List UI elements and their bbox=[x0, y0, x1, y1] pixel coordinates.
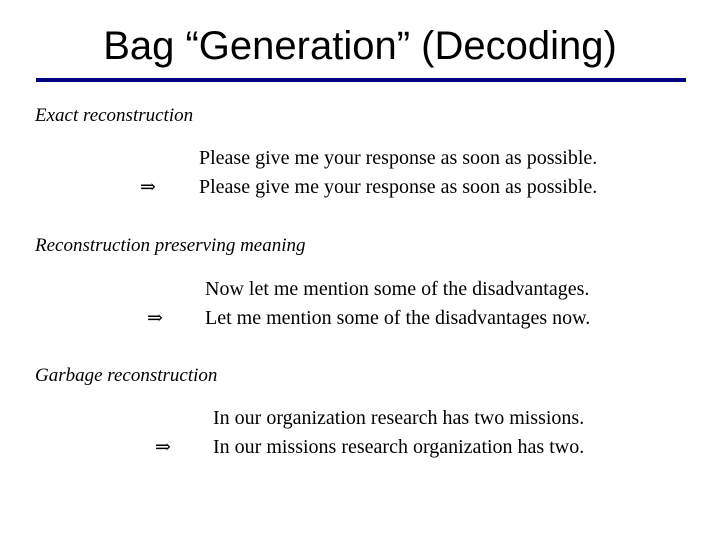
implies-arrow-icon: ⇒ bbox=[147, 307, 163, 329]
original-sentence: Please give me your response as soon as possible. bbox=[199, 147, 598, 169]
original-sentence: Now let me mention some of the disadvantages. bbox=[205, 278, 590, 300]
reconstructed-sentence: Please give me your response as soon as possible. bbox=[199, 176, 598, 198]
section-heading-exact: Exact reconstruction bbox=[35, 105, 194, 126]
title-underline bbox=[36, 78, 686, 82]
implies-arrow-icon: ⇒ bbox=[155, 436, 171, 458]
section-heading-meaning: Reconstruction preserving meaning bbox=[35, 235, 306, 256]
implies-arrow-icon: ⇒ bbox=[140, 176, 156, 198]
reconstructed-sentence: In our missions research organization has two. bbox=[213, 436, 585, 458]
section-heading-garbage: Garbage reconstruction bbox=[35, 365, 218, 386]
original-sentence: In our organization research has two missions. bbox=[213, 407, 585, 429]
slide-title: Bag “Generation” (Decoding) bbox=[103, 24, 617, 68]
reconstructed-sentence: Let me mention some of the disadvantages now. bbox=[205, 307, 591, 329]
